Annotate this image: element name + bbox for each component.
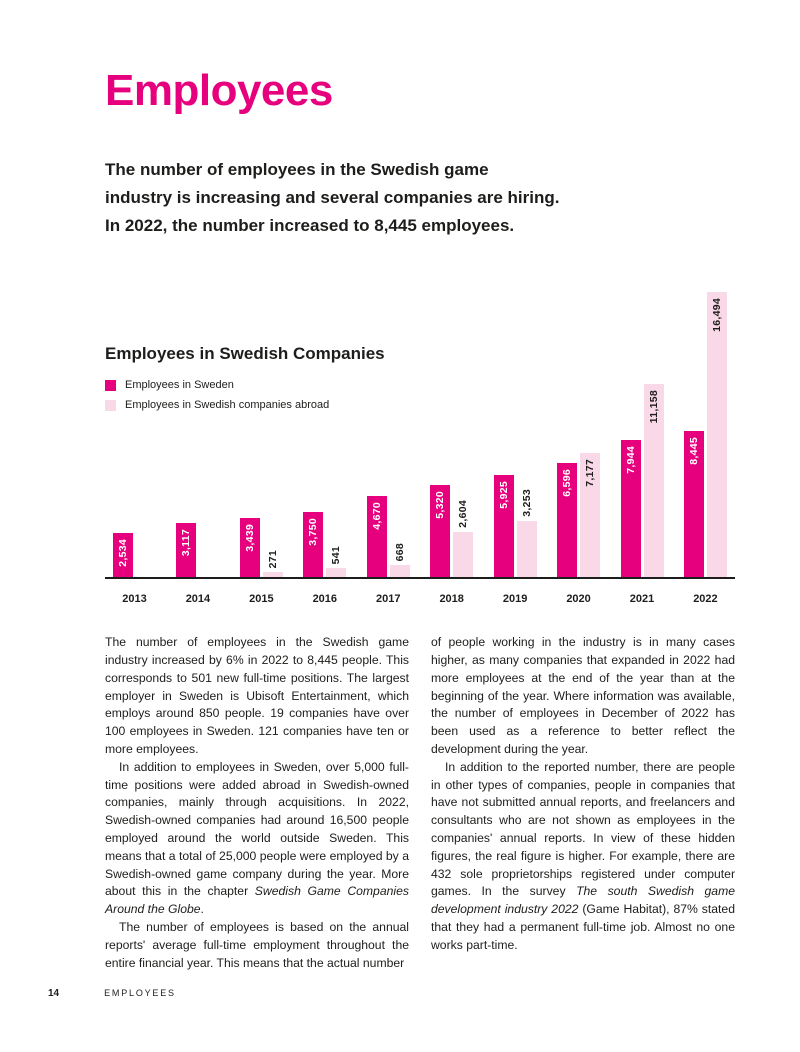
text-run: . [200,902,204,917]
bar-sweden-2013 [113,533,133,577]
bar-value-label: 3,439 [243,524,256,552]
text-column-left [105,634,409,972]
intro-line: In 2022, the number increased to 8,445 employees. [105,216,515,236]
legend-label: Employees in Sweden [125,379,234,392]
legend-item [105,399,385,411]
text-run: In addition to employees in Sweden, over 5,000 full-time positions were added abroad in Swedish-owned companies, mainly through acquisitions. In 2022, Swedish-owned companies had around 16,500 people employed around the world outside Sweden. This means that a total of 25,000 people were employed by a Swedish-owned game company during the year. More about this in the chapter [105,759,409,899]
legend-label: Employees in Swedish companies abroad [125,399,330,412]
bar-sweden-2022 [684,431,704,577]
bar-value-label: 11,158 [647,390,660,424]
bar-abroad-2017 [390,542,410,577]
bar-sweden-2018 [430,485,450,577]
bar-group-2017 [367,496,410,577]
bar-value-label: 4,670 [370,502,383,530]
chart-section [105,294,735,605]
text-run: In addition to the reported number, there are people in other types of companies, people in companies that have not submitted annual reports, and freelancers and consultants who are not shown as employees in the companies' annual reports. In view of these hidden figures, the real figure is higher. For example, there are 432 sole proprietorships registered under computer games. In the survey [431,759,735,899]
bar-sweden-2014 [176,523,196,577]
bar-abroad-2020 [580,453,600,577]
text-run: of people working in the industry is in many cases higher, as many companies that expanded in 2022 had more employees at the end of the year than at the beginning of the year. Where information was available, the number of employees in December of 2022 has been used as a reference to better reflect the development during the year. [431,635,735,756]
bar-value-label: 3,253 [520,489,533,518]
bar-value-label: 7,177 [584,459,597,487]
intro-text [105,156,735,240]
bar-value-label: 7,944 [624,446,637,474]
paragraph [105,634,409,759]
bar-abroad-2018 [453,500,473,577]
paragraph [431,759,735,955]
bar-abroad-2015 [263,549,283,577]
x-tick-2022: 2022 [693,593,718,606]
paragraph [105,759,409,919]
x-tick-2015: 2015 [249,593,274,606]
bar-sweden-2015 [240,518,260,577]
bar-group-2022 [684,292,727,577]
chart-plot [105,294,735,579]
bar-group-2019 [494,475,537,577]
intro-line: industry is increasing and several companies are hiring. [105,188,560,208]
italic-text-run: The south Swedish game development industry 2022 [431,884,735,917]
x-tick-2021: 2021 [629,593,655,606]
bar-value-label: 8,445 [687,437,700,465]
bar-sweden-2017 [367,496,387,577]
text-run: The number of employees is based on the annual reports' average full-time employment throughout the entire financial year. This means that the actual number [105,919,409,970]
bar-value-label: 16,494 [710,298,723,333]
bar-value-label: 2,604 [457,500,470,529]
x-tick-2014: 2014 [185,593,211,606]
x-tick-2020: 2020 [566,593,591,606]
page-footer [48,988,176,999]
text-run: The number of employees in the Swedish game industry increased by 6% in 2022 to 8,445 people. This corresponds to 501 new full-time positions. The largest employer in Sweden is Ubisoft Entertainment, which employs around 850 people. 19 companies have over 100 employees in Sweden. 121 companies have ten or more employees. [105,635,409,756]
bar-group-2014 [176,523,219,577]
italic-text-run: Swedish Game Companies Around the Globe [105,884,409,917]
bar-abroad-2022 [707,292,727,577]
bar-value-label: 271 [266,549,279,569]
bar-group-2020 [557,453,600,577]
bar-group-2016 [303,512,346,577]
bar-value-label: 3,750 [307,518,320,546]
chart-header [105,344,385,419]
bar-abroad-2021 [644,384,664,577]
body-text [105,634,735,972]
x-tick-2017: 2017 [376,593,401,606]
bar-value-label: 541 [330,545,343,565]
legend-swatch [105,380,116,391]
paragraph [105,919,409,972]
x-tick-2013: 2013 [122,593,147,606]
chart-legend [105,379,385,411]
bar-value-label: 6,596 [561,469,574,497]
bar-value-label: 5,925 [497,481,510,509]
bar-abroad-2019 [517,489,537,577]
page-number: 14 [48,988,60,999]
intro-line: The number of employees in the Swedish game [105,160,489,180]
bar-group-2021 [621,384,664,577]
bar-sweden-2016 [303,512,323,577]
text-column-right [431,634,735,972]
footer-section-label: EMPLOYEES [104,988,176,998]
bar-abroad-2016 [326,545,346,577]
x-tick-2019: 2019 [502,593,528,606]
bar-sweden-2020 [557,463,577,577]
x-tick-2018: 2018 [439,593,464,606]
legend-item [105,379,385,391]
bar-group-2018 [430,485,473,577]
page-title: Employees [105,66,333,115]
paragraph [431,634,735,759]
bar-sweden-2021 [621,440,641,577]
x-tick-2016: 2016 [312,593,338,606]
bar-value-label: 5,320 [434,491,447,519]
bar-value-label: 3,117 [180,529,193,557]
text-run: (Game Habitat), 87% stated that they had a permanent full-time job. Almost no one works part-time. [431,902,735,952]
chart-title: Employees in Swedish Companies [105,344,385,364]
bar-group-2015 [240,518,283,577]
bar-sweden-2019 [494,475,514,577]
bar-group-2013 [113,533,156,577]
legend-swatch [105,400,116,411]
chart-x-axis [105,593,735,605]
bar-value-label: 668 [393,542,406,562]
bar-value-label: 2,534 [117,539,129,567]
